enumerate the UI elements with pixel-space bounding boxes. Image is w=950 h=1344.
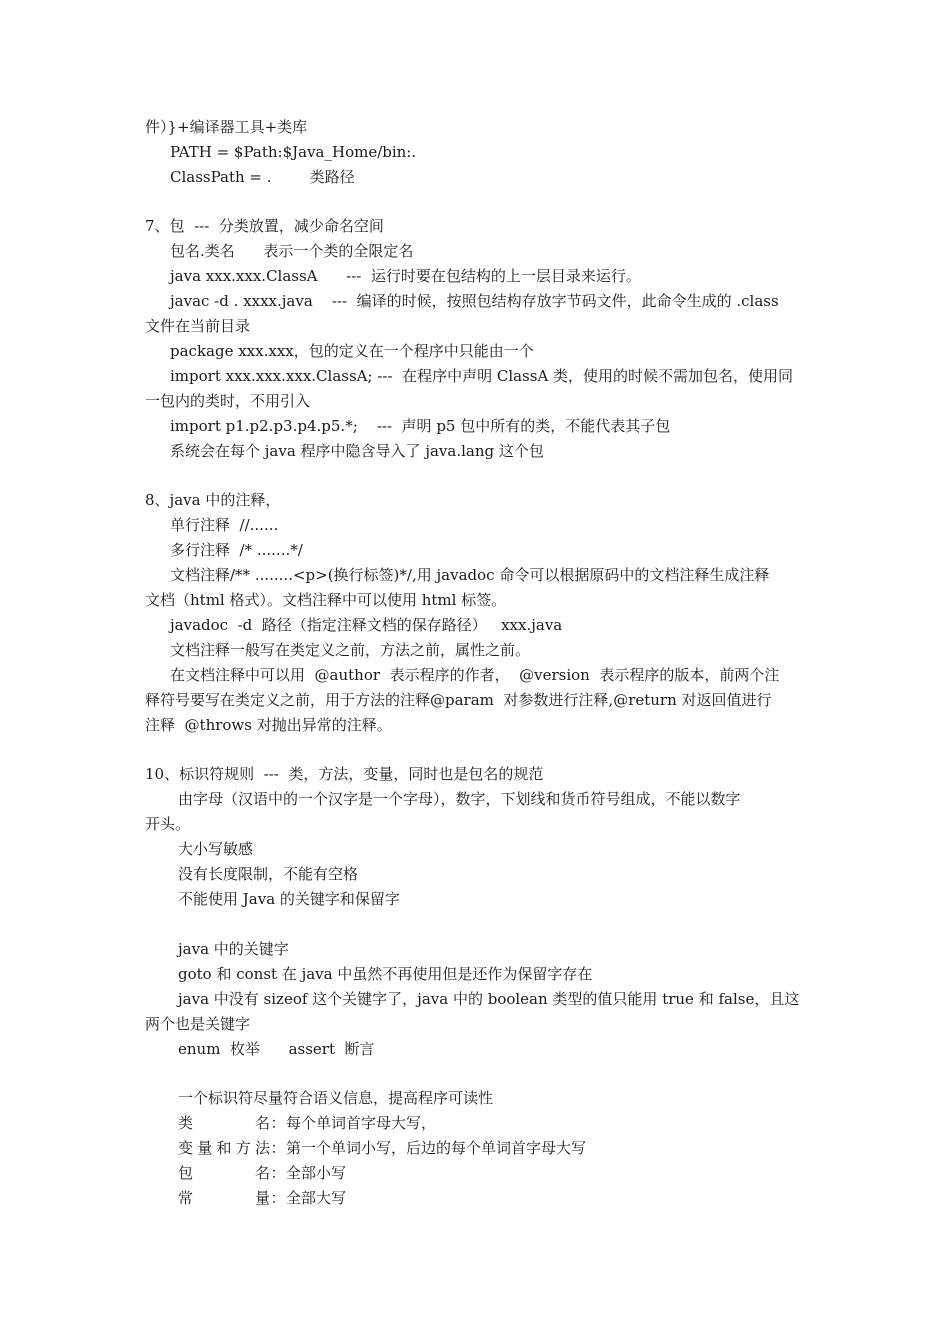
section-heading-package: 7、包 --- 分类放置，减少命名空间 bbox=[145, 217, 384, 235]
text-line: 大小写敏感 bbox=[178, 840, 254, 858]
text-line: 包名.类名 表示一个类的全限定名 bbox=[170, 242, 414, 260]
text-line: 文档注释一般写在类定义之前，方法之前，属性之前。 bbox=[170, 641, 531, 659]
text-line: java 中的关键字 bbox=[178, 940, 289, 958]
text-line: 一个标识符尽量符合语义信息，提高程序可读性 bbox=[178, 1089, 494, 1107]
text-line: ClassPath = . 类路径 bbox=[170, 168, 355, 186]
text-line: java 中没有 sizeof 这个关键字了，java 中的 boolean 类型的值只能用 true 和 false，且这 bbox=[178, 990, 800, 1008]
naming-rule-key: 包名 bbox=[178, 1164, 270, 1182]
text-line: 系统会在每个 java 程序中隐含导入了 java.lang 这个包 bbox=[170, 442, 544, 460]
text-line: 在文档注释中可以用 @author 表示程序的作者， @version 表示程序的版本，前两个注 bbox=[170, 666, 780, 684]
text-line: javac -d . xxxx.java --- 编译的时候，按照包结构存放字节码文件，此命令生成的 .class bbox=[170, 292, 779, 310]
naming-rule-constant bbox=[178, 1188, 346, 1208]
naming-rule-key: 常量 bbox=[178, 1189, 270, 1207]
text-line: 开头。 bbox=[145, 815, 191, 833]
section-heading-comments: 8、java 中的注释， bbox=[145, 491, 281, 509]
naming-rule-desc: 全部小写 bbox=[286, 1164, 347, 1182]
text-line: 释符号要写在类定义之前，用于方法的注释@param 对参数进行注释,@return 对返回值进行 bbox=[145, 691, 772, 709]
text-line: package xxx.xxx，包的定义在一个程序中只能由一个 bbox=[170, 342, 534, 360]
text-line: 文档注释/** ........<p>(换行标签)*/,用 javadoc 命令可以根据原码中的文档注释生成注释 bbox=[170, 566, 770, 584]
text-line: 一包内的类时，不用引入 bbox=[145, 392, 311, 410]
text-line: goto 和 const 在 java 中虽然不再使用但是还作为保留字存在 bbox=[178, 965, 593, 983]
section-heading-identifiers: 10、标识符规则 --- 类，方法，变量，同时也是包名的规范 bbox=[145, 765, 544, 783]
naming-rule-class bbox=[178, 1113, 436, 1133]
naming-rule-key: 变量和方法 bbox=[178, 1139, 270, 1157]
text-line: 不能使用 Java 的关键字和保留字 bbox=[178, 890, 400, 908]
text-line: 文档（html 格式）。文档注释中可以使用 html 标签。 bbox=[145, 591, 507, 609]
naming-rule-key: 类名 bbox=[178, 1114, 270, 1132]
text-line: 没有长度限制，不能有空格 bbox=[178, 865, 359, 883]
text-line: 由字母（汉语中的一个汉字是一个字母），数字，下划线和货币符号组成，不能以数字 bbox=[178, 790, 741, 808]
text-line: 件）}+编译器工具+类库 bbox=[145, 118, 308, 136]
text-line: javadoc -d 路径（指定注释文档的保存路径） xxx.java bbox=[170, 616, 563, 634]
naming-rule-colon: ： bbox=[270, 1189, 286, 1207]
text-line: 注释 @throws 对抛出异常的注释。 bbox=[145, 716, 392, 734]
naming-rule-colon: ： bbox=[270, 1114, 286, 1132]
naming-rule-variable-method bbox=[178, 1138, 586, 1158]
naming-rule-colon: ： bbox=[270, 1139, 286, 1157]
text-line: 文件在当前目录 bbox=[145, 317, 251, 335]
text-line: java xxx.xxx.ClassA --- 运行时要在包结构的上一层目录来运行。 bbox=[170, 267, 641, 285]
text-line: 多行注释 /* .......*/ bbox=[170, 541, 303, 559]
text-line: 单行注释 //...... bbox=[170, 516, 279, 534]
naming-rule-desc: 全部大写 bbox=[286, 1189, 347, 1207]
naming-rule-package bbox=[178, 1163, 346, 1183]
naming-rule-desc: 第一个单词小写，后边的每个单词首字母大写 bbox=[286, 1139, 587, 1157]
text-line: enum 枚举 assert 断言 bbox=[178, 1040, 375, 1058]
text-line: import p1.p2.p3.p4.p5.*; --- 声明 p5 包中所有的类，不能代表其子包 bbox=[170, 417, 671, 435]
text-line: PATH = $Path:$Java_Home/bin:. bbox=[170, 143, 417, 161]
naming-rule-desc: 每个单词首字母大写， bbox=[286, 1114, 437, 1132]
naming-rule-colon: ： bbox=[270, 1164, 286, 1182]
text-line: 两个也是关键字 bbox=[145, 1015, 251, 1033]
text-line: import xxx.xxx.xxx.ClassA; --- 在程序中声明 ClassA 类，使用的时候不需加包名，使用同 bbox=[170, 367, 794, 385]
